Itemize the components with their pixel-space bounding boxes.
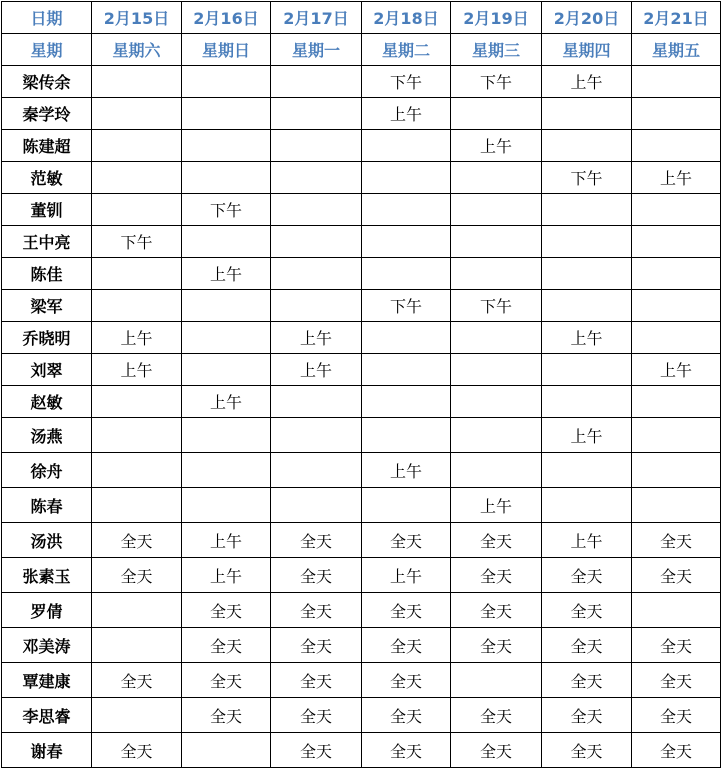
shift-cell [92, 98, 182, 130]
shift-cell [632, 226, 721, 258]
shift-cell [271, 226, 362, 258]
shift-cell: 下午 [542, 162, 632, 194]
shift-cell: 上午 [271, 322, 362, 354]
shift-cell: 上午 [632, 162, 721, 194]
employee-name: 秦学玲 [2, 98, 92, 130]
shift-cell [271, 162, 362, 194]
shift-cell: 全天 [182, 698, 271, 733]
shift-cell [182, 453, 271, 488]
shift-cell [271, 194, 362, 226]
shift-cell [271, 290, 362, 322]
shift-cell: 全天 [271, 628, 362, 663]
employee-name: 刘翠 [2, 354, 92, 386]
shift-cell [542, 226, 632, 258]
shift-cell: 下午 [362, 290, 451, 322]
shift-cell: 下午 [182, 194, 271, 226]
table-row [2, 98, 721, 130]
shift-cell: 全天 [362, 733, 451, 768]
shift-cell [632, 488, 721, 523]
shift-cell: 上午 [92, 354, 182, 386]
shift-cell [632, 418, 721, 453]
employee-name: 邓美涛 [2, 628, 92, 663]
shift-cell [182, 418, 271, 453]
shift-cell: 全天 [451, 558, 542, 593]
shift-cell: 全天 [271, 558, 362, 593]
shift-cell [271, 66, 362, 98]
weekday-header: 星期日 [182, 34, 271, 66]
shift-cell [271, 386, 362, 418]
schedule-table [1, 1, 721, 768]
shift-cell [182, 162, 271, 194]
shift-cell [182, 733, 271, 768]
shift-cell [271, 418, 362, 453]
shift-cell [451, 98, 542, 130]
table-row [2, 130, 721, 162]
shift-cell [632, 258, 721, 290]
shift-cell [92, 628, 182, 663]
shift-cell: 全天 [182, 593, 271, 628]
date-header: 2月15日 [92, 2, 182, 34]
table-row [2, 194, 721, 226]
shift-cell: 上午 [542, 418, 632, 453]
table-row [2, 386, 721, 418]
shift-cell: 全天 [271, 523, 362, 558]
employee-name: 乔晓明 [2, 322, 92, 354]
shift-cell: 上午 [632, 354, 721, 386]
shift-cell: 上午 [92, 322, 182, 354]
shift-cell: 上午 [451, 130, 542, 162]
shift-cell: 全天 [362, 663, 451, 698]
table-row [2, 663, 721, 698]
shift-cell [451, 162, 542, 194]
table-row [2, 162, 721, 194]
table-row [2, 226, 721, 258]
shift-cell [92, 162, 182, 194]
shift-cell: 全天 [362, 523, 451, 558]
employee-name: 谢春 [2, 733, 92, 768]
shift-cell: 全天 [451, 698, 542, 733]
shift-cell [271, 130, 362, 162]
shift-cell: 全天 [362, 698, 451, 733]
shift-cell: 全天 [182, 628, 271, 663]
shift-cell [182, 322, 271, 354]
shift-cell: 上午 [362, 453, 451, 488]
shift-cell [362, 130, 451, 162]
weekday-header: 星期三 [451, 34, 542, 66]
shift-cell: 上午 [542, 523, 632, 558]
shift-cell: 上午 [451, 488, 542, 523]
table-row [2, 523, 721, 558]
shift-cell [542, 386, 632, 418]
shift-cell [362, 386, 451, 418]
shift-cell [362, 322, 451, 354]
shift-cell: 下午 [451, 66, 542, 98]
table-row [2, 66, 721, 98]
shift-cell: 上午 [182, 258, 271, 290]
shift-cell: 上午 [182, 386, 271, 418]
shift-cell [632, 386, 721, 418]
shift-cell: 全天 [271, 698, 362, 733]
shift-cell [542, 354, 632, 386]
shift-cell [362, 418, 451, 453]
weekday-header-row [2, 34, 721, 66]
table-row [2, 558, 721, 593]
shift-cell [542, 130, 632, 162]
shift-cell: 全天 [632, 698, 721, 733]
shift-cell [542, 194, 632, 226]
table-row [2, 733, 721, 768]
date-header-row [2, 2, 721, 34]
employee-name: 汤燕 [2, 418, 92, 453]
shift-cell: 上午 [271, 354, 362, 386]
shift-cell [632, 194, 721, 226]
table-row [2, 698, 721, 733]
shift-cell [271, 98, 362, 130]
shift-cell [451, 418, 542, 453]
employee-name: 梁军 [2, 290, 92, 322]
shift-cell: 全天 [92, 663, 182, 698]
shift-cell: 上午 [362, 98, 451, 130]
shift-cell [92, 418, 182, 453]
shift-cell [92, 194, 182, 226]
shift-cell [182, 354, 271, 386]
shift-cell [451, 386, 542, 418]
shift-cell: 全天 [362, 628, 451, 663]
shift-cell: 全天 [271, 663, 362, 698]
weekday-header: 星期五 [632, 34, 721, 66]
shift-cell [632, 290, 721, 322]
date-header: 2月21日 [632, 2, 721, 34]
shift-cell [92, 258, 182, 290]
shift-cell: 全天 [632, 523, 721, 558]
shift-cell: 全天 [632, 628, 721, 663]
shift-cell: 全天 [182, 663, 271, 698]
employee-name: 覃建康 [2, 663, 92, 698]
weekday-header: 星期四 [542, 34, 632, 66]
shift-cell: 全天 [451, 523, 542, 558]
employee-name: 徐舟 [2, 453, 92, 488]
table-row [2, 453, 721, 488]
employee-name: 陈春 [2, 488, 92, 523]
date-header: 2月19日 [451, 2, 542, 34]
shift-cell [362, 354, 451, 386]
table-row [2, 628, 721, 663]
employee-name: 陈建超 [2, 130, 92, 162]
shift-cell [271, 488, 362, 523]
shift-cell [182, 98, 271, 130]
shift-cell [451, 453, 542, 488]
table-row [2, 290, 721, 322]
shift-cell: 上午 [182, 558, 271, 593]
shift-cell: 全天 [451, 628, 542, 663]
shift-cell: 全天 [92, 558, 182, 593]
date-header: 2月17日 [271, 2, 362, 34]
table-row [2, 322, 721, 354]
shift-cell: 下午 [92, 226, 182, 258]
shift-cell [362, 488, 451, 523]
shift-cell [632, 98, 721, 130]
weekday-header: 星期二 [362, 34, 451, 66]
shift-cell [362, 258, 451, 290]
shift-cell: 全天 [542, 733, 632, 768]
shift-cell [92, 290, 182, 322]
date-label: 日期 [2, 2, 92, 34]
shift-cell [451, 354, 542, 386]
shift-cell: 全天 [92, 733, 182, 768]
shift-cell [632, 322, 721, 354]
shift-cell: 全天 [271, 593, 362, 628]
shift-cell: 全天 [362, 593, 451, 628]
shift-cell [362, 162, 451, 194]
shift-cell: 全天 [271, 733, 362, 768]
shift-cell [632, 66, 721, 98]
table-row [2, 488, 721, 523]
shift-cell: 全天 [632, 558, 721, 593]
shift-cell [92, 698, 182, 733]
shift-cell: 下午 [362, 66, 451, 98]
shift-cell: 全天 [542, 698, 632, 733]
employee-name: 董钏 [2, 194, 92, 226]
shift-cell [182, 290, 271, 322]
shift-cell [451, 194, 542, 226]
shift-cell [542, 488, 632, 523]
schedule-body [2, 2, 721, 768]
shift-cell: 全天 [542, 628, 632, 663]
shift-cell [632, 130, 721, 162]
shift-cell: 上午 [362, 558, 451, 593]
employee-name: 范敏 [2, 162, 92, 194]
shift-cell: 全天 [451, 733, 542, 768]
shift-cell [182, 66, 271, 98]
shift-cell [92, 593, 182, 628]
shift-cell: 上午 [542, 322, 632, 354]
shift-cell [92, 386, 182, 418]
date-header: 2月18日 [362, 2, 451, 34]
shift-cell [451, 258, 542, 290]
shift-cell [92, 66, 182, 98]
table-row [2, 593, 721, 628]
employee-name: 梁传余 [2, 66, 92, 98]
employee-name: 陈佳 [2, 258, 92, 290]
shift-cell: 全天 [542, 558, 632, 593]
shift-cell: 全天 [451, 593, 542, 628]
shift-cell [182, 130, 271, 162]
shift-cell: 下午 [451, 290, 542, 322]
employee-name: 王中亮 [2, 226, 92, 258]
shift-cell [92, 130, 182, 162]
shift-cell [451, 663, 542, 698]
shift-cell [632, 453, 721, 488]
shift-cell [632, 593, 721, 628]
date-header: 2月16日 [182, 2, 271, 34]
shift-cell [271, 453, 362, 488]
shift-cell: 全天 [542, 663, 632, 698]
shift-cell [271, 258, 362, 290]
shift-cell [542, 453, 632, 488]
shift-cell: 全天 [92, 523, 182, 558]
table-row [2, 354, 721, 386]
employee-name: 赵敏 [2, 386, 92, 418]
table-row [2, 418, 721, 453]
weekday-header: 星期六 [92, 34, 182, 66]
shift-cell: 上午 [542, 66, 632, 98]
shift-cell [182, 226, 271, 258]
shift-cell: 上午 [182, 523, 271, 558]
employee-name: 张素玉 [2, 558, 92, 593]
shift-cell: 全天 [632, 663, 721, 698]
weekday-header: 星期一 [271, 34, 362, 66]
table-row [2, 258, 721, 290]
shift-cell [182, 488, 271, 523]
shift-cell: 全天 [542, 593, 632, 628]
shift-cell [362, 194, 451, 226]
shift-cell [451, 226, 542, 258]
shift-cell [362, 226, 451, 258]
shift-cell [92, 488, 182, 523]
shift-cell [542, 258, 632, 290]
shift-cell [542, 290, 632, 322]
employee-name: 罗倩 [2, 593, 92, 628]
shift-cell [451, 322, 542, 354]
employee-name: 李思睿 [2, 698, 92, 733]
weekday-label: 星期 [2, 34, 92, 66]
shift-cell [92, 453, 182, 488]
date-header: 2月20日 [542, 2, 632, 34]
shift-cell: 全天 [632, 733, 721, 768]
employee-name: 汤洪 [2, 523, 92, 558]
shift-cell [542, 98, 632, 130]
